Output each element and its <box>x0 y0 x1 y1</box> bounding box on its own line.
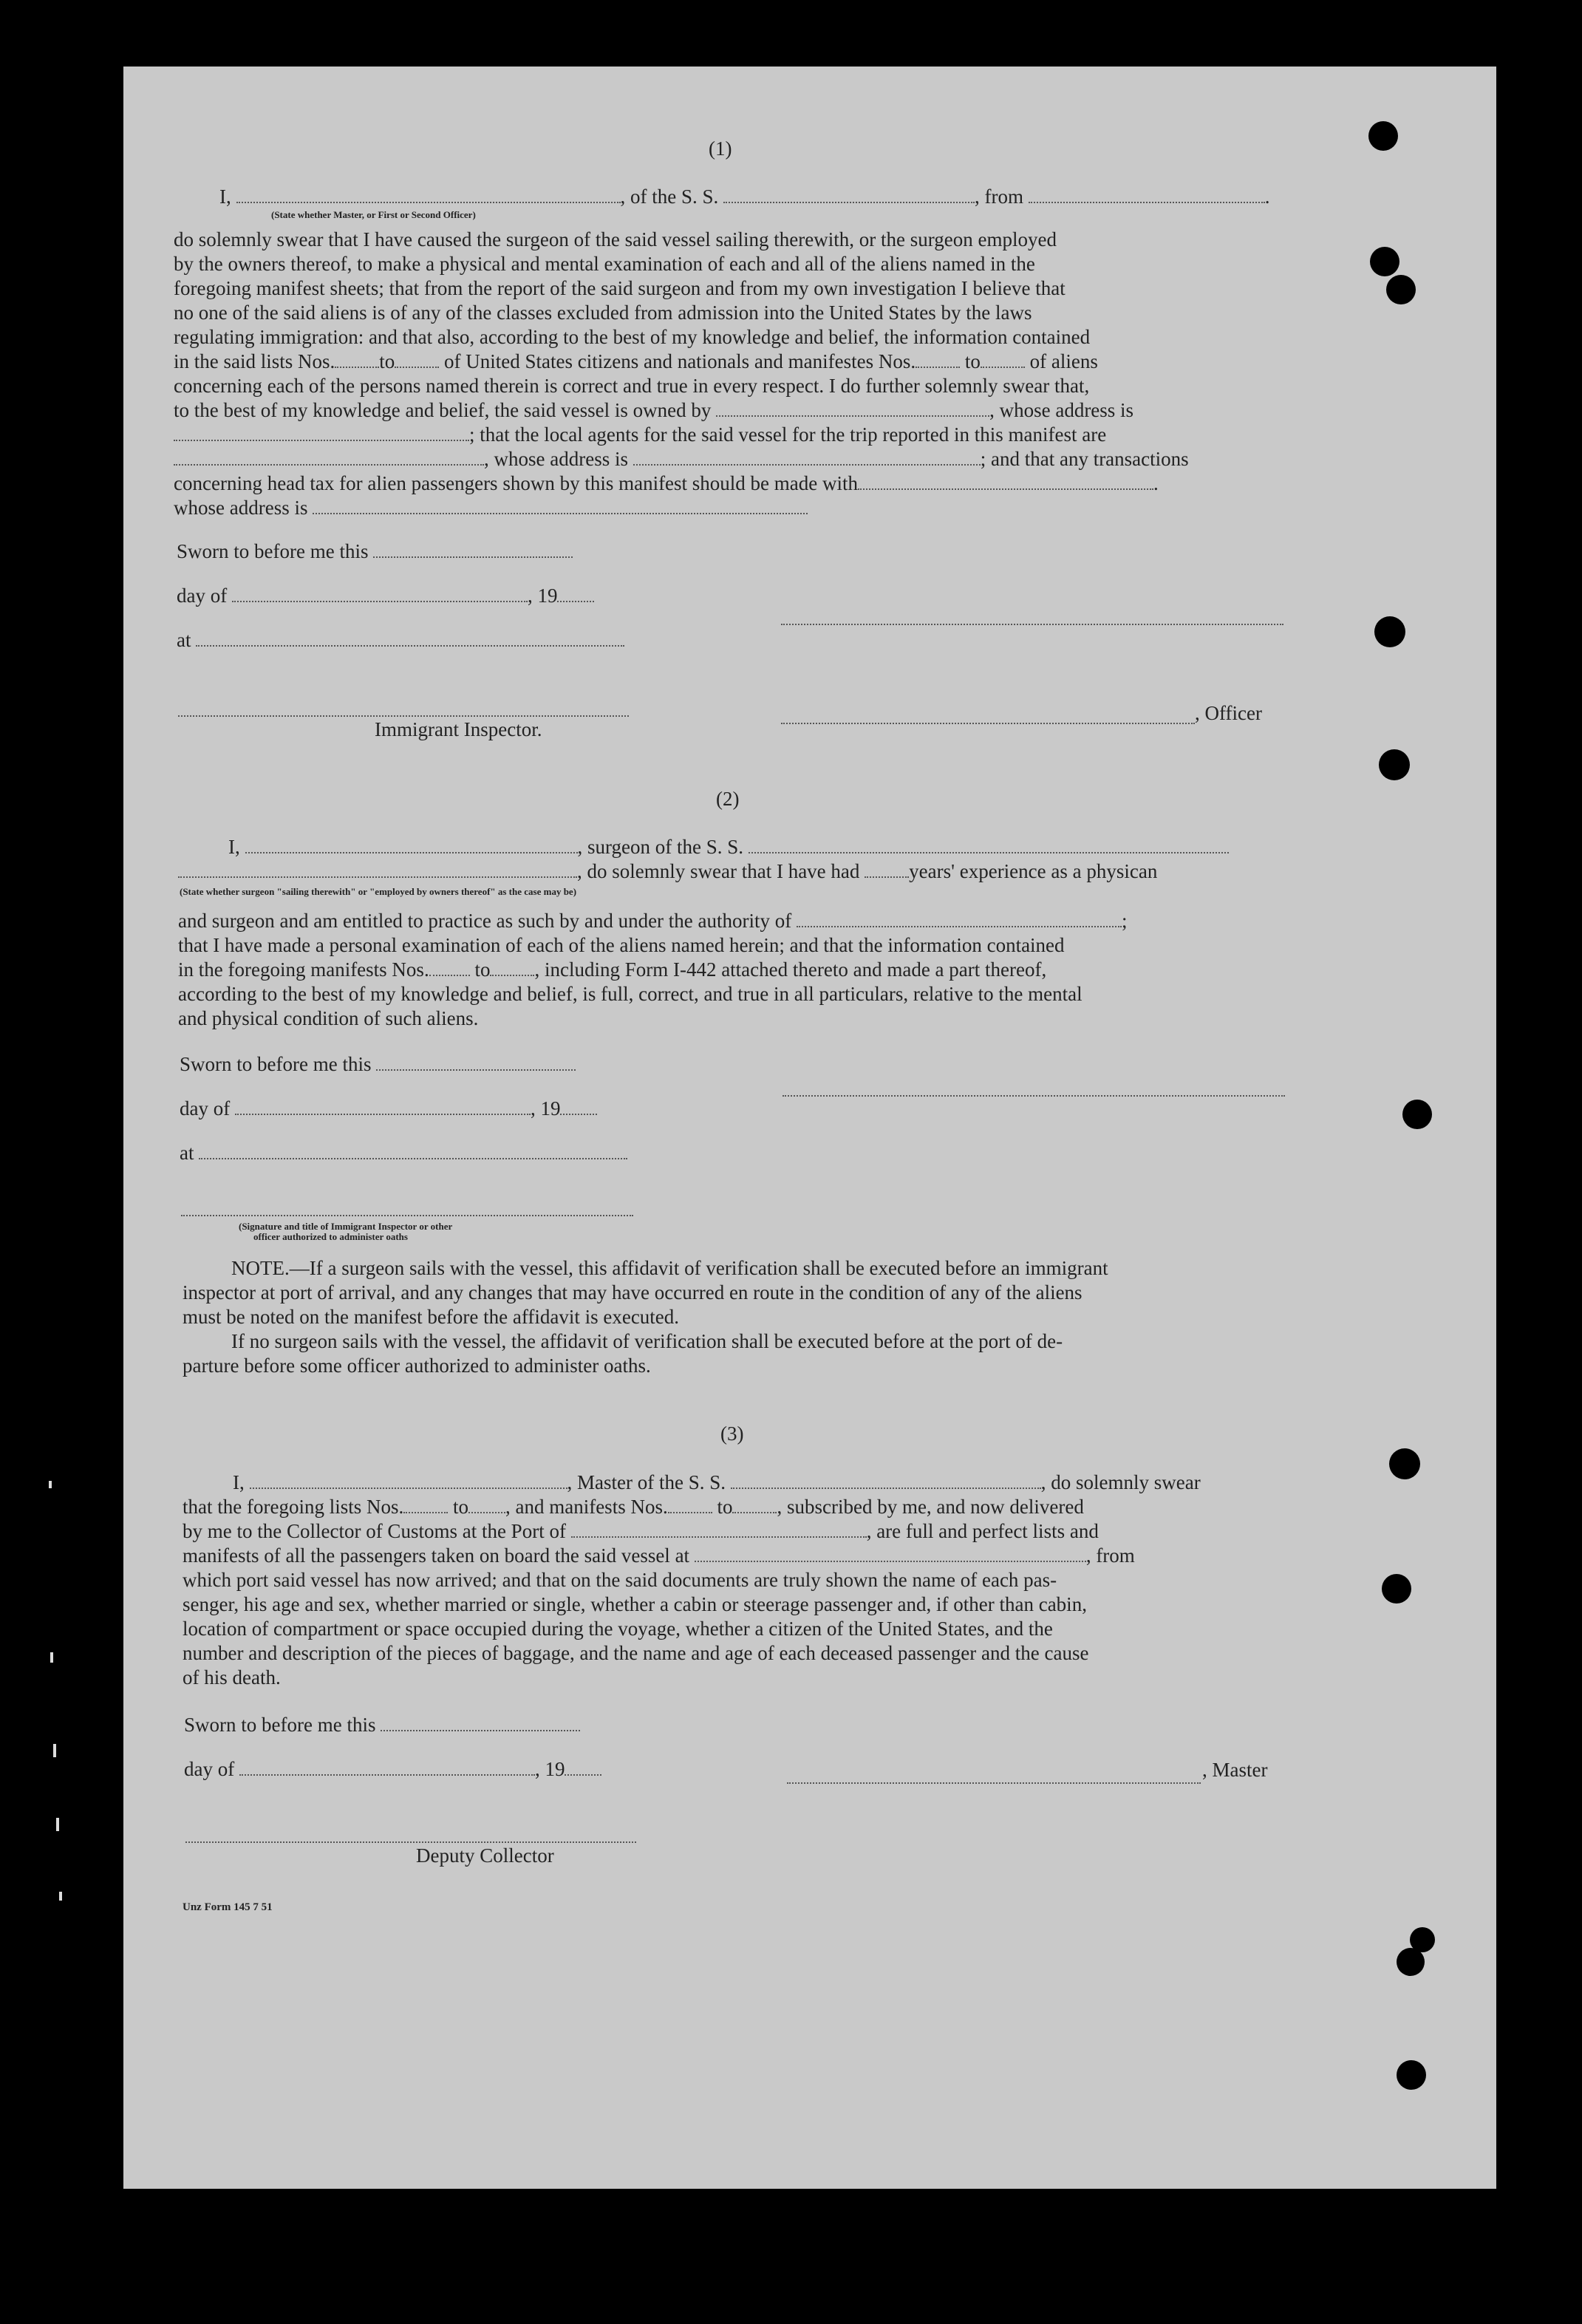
s1-inspector-signature-line[interactable] <box>178 714 629 717</box>
punch-hole <box>1374 616 1405 647</box>
s3-vessel-name-field[interactable] <box>731 1471 1041 1489</box>
s2-manifest-to-field[interactable] <box>490 958 534 976</box>
s1-concerning-line: concerning each of the persons named therein is correct and true in every respect. I do further solemnly swear that, <box>174 375 1090 397</box>
s2-vessel-name-field[interactable] <box>749 836 1229 853</box>
punch-hole <box>1397 2060 1426 2090</box>
punch-hole <box>1389 1448 1420 1479</box>
s3-sworn-date-field[interactable] <box>381 1714 580 1731</box>
s2-manifest-from-field[interactable] <box>429 958 470 976</box>
s3-paragraph-line-2: senger, his age and sex, whether married or single, whether a cabin or steerage passenger and, if other than cabin, <box>183 1593 1087 1615</box>
s1-at-place-field[interactable] <box>196 629 624 647</box>
s1-address-line: , whose address is ; and that any transactions <box>174 447 1189 471</box>
s1-owner-address-field[interactable] <box>174 423 469 441</box>
s1-owner-field[interactable] <box>716 399 989 417</box>
s1-of-ss-label: , of the S. S. <box>620 185 719 208</box>
s2-authority-line: and surgeon and am entitled to practice as such by and under the authority of ; <box>178 910 1128 932</box>
s1-paragraph-line-1: do solemnly swear that I have caused the surgeon of the said vessel sailing therewith, or the surgeon employed <box>174 228 1057 251</box>
s3-list-from-field[interactable] <box>403 1496 448 1513</box>
film-speck <box>53 1744 56 1757</box>
s1-i-label: I, <box>219 185 231 208</box>
s2-years-field[interactable] <box>865 860 909 878</box>
punch-hole <box>1382 1574 1411 1604</box>
film-speck <box>50 1652 53 1663</box>
s3-day-line: day of , 19 <box>184 1757 601 1782</box>
s3-manifest-from-field[interactable] <box>668 1496 712 1513</box>
film-speck <box>49 1481 52 1488</box>
s3-line2: that the foregoing lists Nos. to , and manifests Nos. to , subscribed by me, and now delivered <box>183 1496 1084 1518</box>
s2-day-line: day of , 19 <box>180 1097 597 1121</box>
note-line-5: parture before some officer authorized to administer oaths. <box>183 1354 651 1377</box>
s3-master-label: , Master <box>1202 1759 1268 1781</box>
s1-paragraph-line-2: by the owners thereof, to make a physical and mental examination of each and all of the aliens named in the <box>174 253 1035 275</box>
s2-month-field[interactable] <box>235 1097 531 1115</box>
s1-whose-address-line: whose address is <box>174 496 808 520</box>
section-1-number: (1) <box>709 137 732 160</box>
s2-manifests-line: in the foregoing manifests Nos. to , including Form I-442 attached thereto and made a part thereof, <box>178 958 1047 981</box>
s2-at-line: at <box>180 1141 627 1165</box>
s1-inspector-label: Immigrant Inspector. <box>375 718 542 740</box>
s1-sworn-line: Sworn to before me this <box>177 539 573 564</box>
s3-line1: I, , Master of the S. S. , do solemnly swear <box>233 1471 1201 1493</box>
punch-hole <box>1379 749 1410 780</box>
s2-inspector-signature-line[interactable] <box>181 1213 633 1216</box>
s2-paragraph-a: that I have made a personal examination of each of the aliens named herein; and that the information contained <box>178 934 1065 956</box>
s2-sworn-date-field[interactable] <box>376 1053 576 1071</box>
s1-list-from-field[interactable] <box>335 350 379 368</box>
s2-at-place-field[interactable] <box>199 1142 627 1159</box>
s1-list-to-field[interactable] <box>395 350 439 368</box>
s1-agents-line: ; that the local agents for the said vessel for the trip reported in this manifest are <box>174 423 1106 447</box>
s1-vessel-name-field[interactable] <box>723 185 975 203</box>
s1-month-field[interactable] <box>232 585 528 602</box>
s3-list-to-field[interactable] <box>468 1496 505 1513</box>
s2-paragraph-b-2: and physical condition of such aliens. <box>178 1007 479 1029</box>
note-line-3: must be noted on the manifest before the affidavit is executed. <box>183 1306 680 1328</box>
s1-agents-field[interactable] <box>174 448 484 466</box>
punch-hole <box>1370 247 1399 276</box>
s1-day-line: day of , 19 <box>177 584 594 608</box>
s3-paragraph-line-5: of his death. <box>183 1666 281 1689</box>
s1-officer-signature-line[interactable] <box>781 622 1283 625</box>
s1-agents-address-field[interactable] <box>633 448 981 466</box>
punch-hole <box>1368 121 1398 151</box>
s3-line4: manifests of all the passengers taken on board the said vessel at , from <box>183 1544 1135 1567</box>
s3-master-signature-line[interactable] <box>787 1781 1201 1784</box>
s1-paragraph-line-3: foregoing manifest sheets; that from the report of the said surgeon and from my own investigation I believe that <box>174 277 1066 299</box>
s1-headtax-field[interactable] <box>858 472 1153 490</box>
s3-paragraph-line-3: location of compartment or space occupied during the voyage, whether a citizen of the United States, and the <box>183 1618 1053 1640</box>
s2-surgeon-note: (State whether surgeon "sailing therewith" or "employed by owners thereof" as the case may be) <box>180 886 577 897</box>
s1-at-line: at <box>177 628 624 652</box>
s2-line1: I, , surgeon of the S. S. <box>228 835 1229 859</box>
s2-status-field[interactable] <box>178 860 577 878</box>
s1-officer-label: , Officer <box>1195 702 1262 724</box>
s3-paragraph-line-1: which port said vessel has now arrived; and that on the said documents are truly shown the name of each pas- <box>183 1569 1057 1591</box>
s2-line2: , do solemnly swear that I have had years' experience as a physican <box>178 859 1157 884</box>
s3-collector-signature-line[interactable] <box>185 1840 636 1843</box>
s2-paragraph-b-1: according to the best of my knowledge and belief, is full, correct, and true in all particulars, relative to the mental <box>178 983 1082 1005</box>
note-line-2: inspector at port of arrival, and any changes that may have occurred en route in the condition of any of the aliens <box>183 1281 1082 1304</box>
section-3-number: (3) <box>720 1422 744 1445</box>
s1-officer-name-field[interactable] <box>236 185 621 203</box>
s3-sworn-line: Sworn to before me this <box>184 1713 580 1737</box>
punch-hole <box>1397 1948 1425 1976</box>
s3-year-field[interactable] <box>565 1758 601 1776</box>
s2-sworn-line: Sworn to before me this <box>180 1052 576 1077</box>
punch-hole <box>1402 1100 1432 1129</box>
form-number: Unz Form 145 7 51 <box>183 1901 273 1913</box>
s3-port-field[interactable] <box>571 1520 867 1538</box>
s3-paragraph-line-4: number and description of the pieces of baggage, and the name and age of each deceased passenger and the cause <box>183 1642 1089 1664</box>
s2-signature-note-2: officer authorized to administer oaths <box>253 1231 408 1242</box>
s1-sworn-date-field[interactable] <box>373 540 573 558</box>
film-speck <box>59 1892 62 1901</box>
punch-hole <box>1386 275 1416 304</box>
film-speck <box>56 1818 59 1831</box>
s3-month-field[interactable] <box>239 1758 535 1776</box>
s1-headtax-line: concerning head tax for alien passengers shown by this manifest should be made with . <box>174 472 1159 494</box>
s1-line1: I, , of the S. S. , from . <box>219 185 1270 208</box>
s1-officer-name-line[interactable] <box>781 721 1195 724</box>
note-line-1: NOTE.—If a surgeon sails with the vessel, this affidavit of verification shall be executed before an immigrant <box>231 1257 1108 1279</box>
s1-manifest-to-field[interactable] <box>981 350 1025 368</box>
s1-year-field[interactable] <box>557 585 594 602</box>
section-2-number: (2) <box>716 788 740 810</box>
s2-surgeon-signature-line[interactable] <box>783 1094 1285 1097</box>
s2-signature-note-1: (Signature and title of Immigrant Inspector or other <box>239 1221 453 1232</box>
s1-lists-line: in the said lists Nos. to of United States citizens and nationals and manifestes Nos. to of aliens <box>174 350 1098 372</box>
s1-owned-line: to the best of my knowledge and belief, the said vessel is owned by , whose address is <box>174 399 1134 421</box>
note-line-4: If no surgeon sails with the vessel, the affidavit of verification shall be executed before at the port of de- <box>231 1330 1063 1352</box>
s1-officer-note: (State whether Master, or First or Second Officer) <box>271 209 476 220</box>
s1-manifest-from-field[interactable] <box>916 350 960 368</box>
s1-paragraph-line-4: no one of the said aliens is of any of the classes excluded from admission into the United States by the laws <box>174 301 1032 324</box>
s1-paragraph-line-5: regulating immigration: and that also, according to the best of my knowledge and belief, the information contained <box>174 326 1091 348</box>
s3-collector-label: Deputy Collector <box>416 1844 554 1867</box>
s3-manifest-to-field[interactable] <box>732 1496 777 1513</box>
s3-line3: by me to the Collector of Customs at the Port of , are full and perfect lists and <box>183 1520 1099 1542</box>
s2-authority-field[interactable] <box>797 910 1122 927</box>
s2-surgeon-name-field[interactable] <box>245 836 578 853</box>
s1-from-label: , from <box>975 185 1023 208</box>
manifest-affidavit-page <box>123 67 1496 2189</box>
s2-year-field[interactable] <box>560 1097 597 1115</box>
s3-master-name-field[interactable] <box>250 1471 567 1489</box>
s1-from-port-field[interactable] <box>1029 185 1265 203</box>
s1-headtax-address-field[interactable] <box>313 497 808 514</box>
s3-boarding-port-field[interactable] <box>695 1544 1086 1562</box>
